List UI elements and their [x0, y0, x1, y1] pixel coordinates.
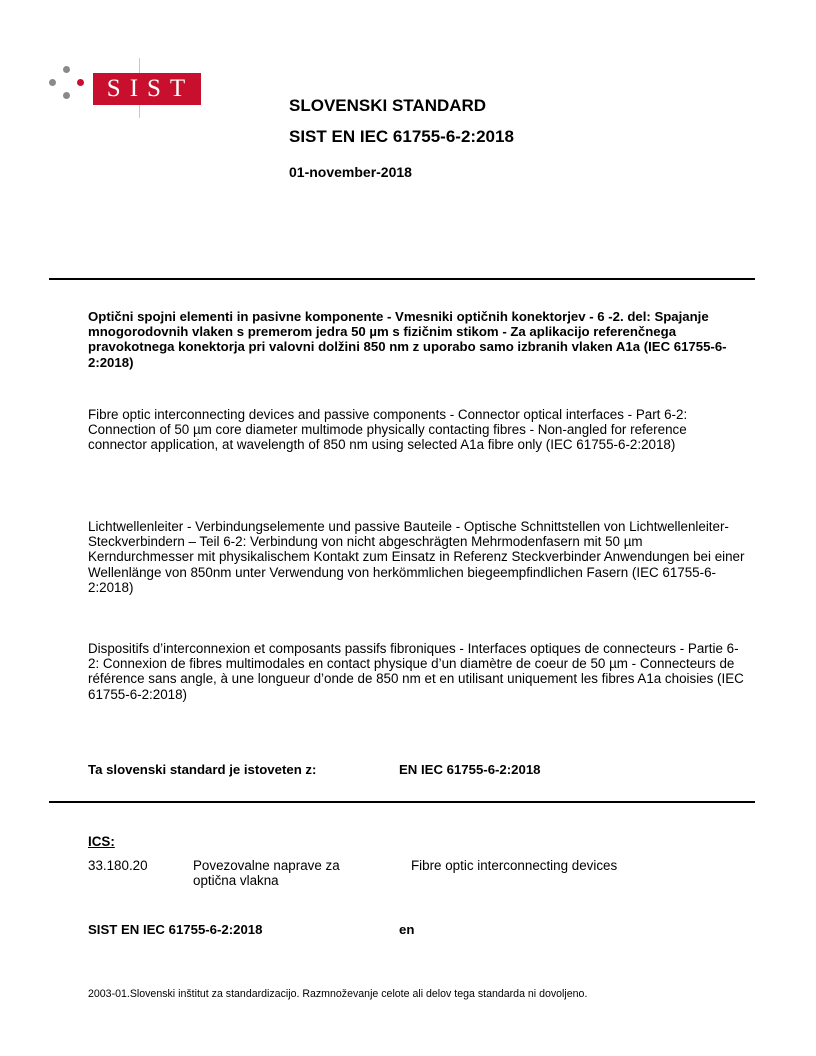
title-slovenian: Optični spojni elementi in pasivne komponente - Vmesniki optičnih konektorjev - 6 -2. del: Spajanje mnogorodovnih vlaken s premerom jedra 50 µm s fizičnim stikom - Za aplikacijo referenčnega pravokotnega konektorja pri valovni dolžini 850 nm z uporabo samo izbranih vlaken A1a (IEC 61755-6-2:2018): [88, 309, 727, 370]
equivalence-label: Ta slovenski standard je istoveten z:: [88, 762, 317, 777]
divider-top: [49, 278, 755, 280]
title-english: Fibre optic interconnecting devices and passive components - Connector optical interfaces - Part 6-2: Connection of 50 µm core diameter multimode physically contacting fibres - Non-angled for reference connector application, at wavelength of 850 nm using selected A1a fibre only (IEC 61755-6-2:2018): [88, 407, 688, 453]
footer-standard-id: SIST EN IEC 61755-6-2:2018: [88, 922, 263, 937]
standard-type: SLOVENSKI STANDARD: [289, 96, 487, 115]
ics-description-slovenian: Povezovalne naprave za optična vlakna: [193, 858, 340, 889]
sist-logo: SIST: [93, 73, 201, 105]
ics-code: 33.180.20: [88, 858, 148, 873]
divider-bottom: [49, 801, 755, 803]
equivalence-value: EN IEC 61755-6-2:2018: [399, 762, 541, 777]
logo-dot: [63, 92, 70, 99]
logo-dot-red: [77, 79, 84, 86]
copyright-notice: 2003-01.Slovenski inštitut za standardizacijo. Razmnoževanje celote ali delov tega standarda ni dovoljeno.: [88, 988, 588, 1000]
publication-date: 01-november-2018: [289, 164, 412, 180]
sist-logo-dots: [46, 66, 86, 110]
standard-id: SIST EN IEC 61755-6-2:2018: [289, 127, 514, 146]
footer-language: en: [399, 922, 415, 937]
ics-description-english: Fibre optic interconnecting devices: [411, 858, 618, 873]
logo-dot: [63, 66, 70, 73]
ics-heading: ICS:: [88, 834, 115, 849]
title-french: Dispositifs d’interconnexion et composants passifs fibroniques - Interfaces optiques de connecteurs - Partie 6-2: Connexion de fibres multimodales en contact physique d’un diamètre de coeur de 50 µm - Connecteurs de référence sans angle, à une longueur d’onde de 850 nm et en utilisant uniquement les fibres A1a choisies (IEC 61755-6-2:2018): [88, 641, 744, 702]
title-german: Lichtwellenleiter - Verbindungselemente und passive Bauteile - Optische Schnittstellen von Lichtwellenleiter-Steckverbindern – Teil 6-2: Verbindung von nicht abgeschrägten Mehrmodenfasern mit 50 µm Kerndurchmesser mit physikalischem Kontakt zum Einsatz in Referenz Steckverbinder Anwendungen bei einer Wellenlänge von 850nm unter Verwendung von herkömmlichen biegeempfindlichen Fasern (IEC 61755-6-2:2018): [88, 519, 745, 595]
logo-dot: [49, 79, 56, 86]
